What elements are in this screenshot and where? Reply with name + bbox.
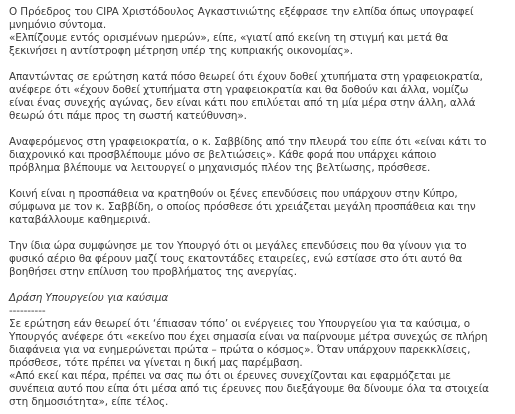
article-paragraph bbox=[9, 318, 509, 409]
text-line: «Από εκεί και πέρα, πρέπει να σας πω ότι οι έρευνες συνεχίζονται και εφαρμόζεται με bbox=[9, 370, 451, 382]
article-paragraph bbox=[9, 136, 509, 175]
text-line: Σε ερώτηση εάν θεωρεί ότι ‘έπιασαν τόπο’ οι ενέργειες του Υπουργείου για τα καύσιμα, ο bbox=[9, 318, 471, 330]
text-line: συνέπεια αυτό που είπα ότι μέσα από τις έρευνες που διεξάγουμε θα δίνουμε όλα τα στοιχεία bbox=[9, 383, 489, 395]
article-paragraph bbox=[9, 6, 509, 58]
text-line: ανέφερε ότι «έχουν δοθεί χτυπήματα στη γραφειοκρατία και θα δοθούν και άλλα, νομίζω bbox=[9, 84, 469, 96]
text-line: Κοινή είναι η προσπάθεια να κρατηθούν οι ξένες επενδύσεις που υπάρχουν στην Κύπρο, bbox=[9, 188, 458, 200]
text-line: καταβάλλουμε καθημερινά. bbox=[9, 214, 151, 226]
text-line: Την ίδια ώρα συμφώνησε με τον Υπουργό ότι οι μεγάλες επενδύσεις που θα γίνουν για το bbox=[9, 240, 467, 252]
article-body bbox=[9, 6, 509, 409]
text-line: Υπουργός ανέφερε ότι «εκείνο που έχει σημασία είναι να παίρνουμε μέτρα συνεχώς σε πλήρη bbox=[9, 331, 488, 343]
text-line: διαφάνεια για να ενημερώνεται πρώτα – πρώτα ο κόσμος». Όταν υπάρχουν παρεκκλίσεις, bbox=[9, 344, 471, 356]
text-line: σύμφωνα με τον κ. Σαββίδη, ο οποίος πρόσθεσε ότι χρειάζεται μεγάλη προσπάθεια και την bbox=[9, 201, 476, 213]
text-line: ξεκινήσει η αντίστροφη μέτρηση υπέρ της κυπριακής οικονομίας». bbox=[9, 45, 353, 57]
text-line: «Ελπίζουμε εντός ορισμένων ημερών», είπε, «γιατί από εκείνη τη στιγμή και μετά θα bbox=[9, 32, 449, 44]
article-paragraph bbox=[9, 71, 509, 123]
text-line: μνημόνιο σύντομα. bbox=[9, 19, 107, 31]
text-line: φυσικό αέριο θα φέρουν μαζί τους εκατοντάδες εταιρείες, ενώ εστίασε στο ότι αυτό θα bbox=[9, 253, 463, 265]
text-line: Ο Πρόεδρος του CIPA Χριστόδουλος Αγκαστινιώτης εξέφρασε την ελπίδα όπως υπογραφεί bbox=[9, 6, 474, 18]
text-line: στη δημοσιότητα», είπε τέλος. bbox=[9, 396, 169, 408]
text-line: Αναφερόμενος στη γραφειοκρατία, ο κ. Σαββίδης από την πλευρά του είπε ότι «είναι κάτι το bbox=[9, 136, 487, 148]
text-line: Απαντώντας σε ερώτηση κατά πόσο θεωρεί ότι έχουν δοθεί χτυπήματα στη γραφειοκρατία, bbox=[9, 71, 483, 83]
article-paragraph bbox=[9, 240, 509, 279]
text-line: πρόβλημα βλέπουμε να λειτουργεί ο μηχανισμός πλέον της βελτίωσης, πρόσθεσε. bbox=[9, 162, 431, 174]
text-line: είναι ένας συνεχής αγώνας, δεν είναι κάτι που επιλύεται από τη μία μέρα στην άλλη, αλλά bbox=[9, 97, 476, 109]
section-rule: ---------- bbox=[9, 305, 46, 317]
text-line: θεωρώ ότι πάμε προς τη σωστή κατεύθυνση». bbox=[9, 110, 247, 122]
text-line: βοηθήσει στην επίλυση του προβλήματος της ανεργίας. bbox=[9, 266, 297, 278]
text-line: πρόσθεσε, τότε πρέπει να γίνεται η δική μας παρέμβαση. bbox=[9, 357, 303, 369]
section-heading: Δράση Υπουργείου για καύσιμα bbox=[9, 292, 169, 304]
text-line: διαχρονικό και προσβλέπουμε μόνο σε βελτιώσεις». Κάθε φορά που υπάρχει κάποιο bbox=[9, 149, 437, 161]
article-paragraph bbox=[9, 188, 509, 227]
